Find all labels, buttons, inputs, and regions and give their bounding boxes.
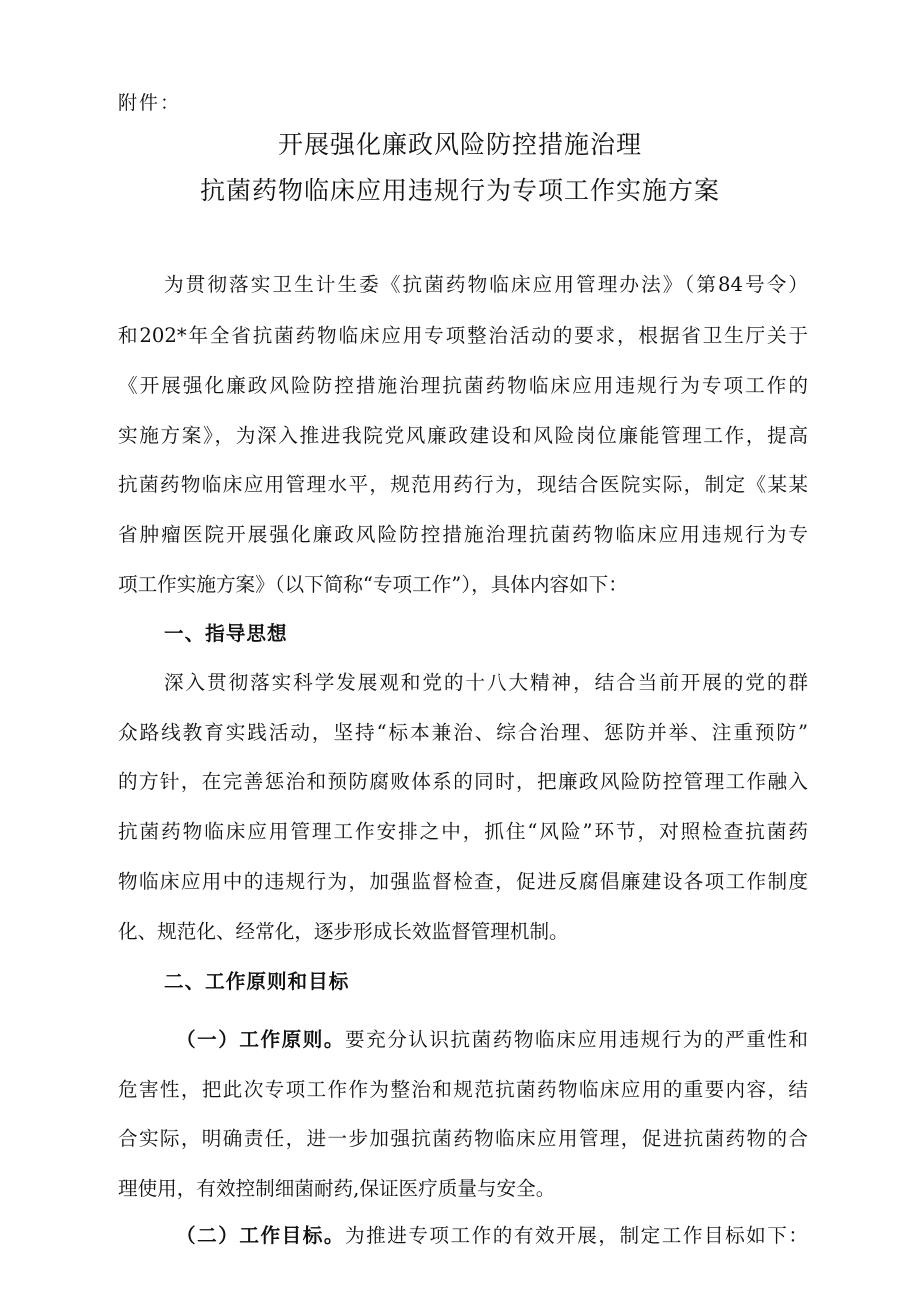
section1-line: 抗菌药物临床应用管理工作安排之中，抓住“风险”环节，对照检查抗菌药 <box>118 820 808 843</box>
principle-label: （一）工作原则。 <box>176 1028 345 1051</box>
goal-label: （二）工作目标。 <box>176 1224 345 1247</box>
principle-line: 合实际，明确责任，进一步加强抗菌药物临床应用管理，促进抗菌药物的合 <box>118 1127 808 1150</box>
section1-line: 化、规范化、经常化，逐步形成长效监督管理机制。 <box>118 920 569 943</box>
intro-line: 和202*年全省抗菌药物临床应用专项整治活动的要求，根据省卫生厅关于 <box>118 324 808 347</box>
section-heading-principles-goals: 二、工作原则和目标 <box>164 970 350 993</box>
section1-line: 众路线教育实践活动，坚持“标本兼治、综合治理、惩防并举、注重预防” <box>118 721 808 744</box>
section1-line: 物临床应用中的违规行为，加强监督检查，促进反腐倡廉建设各项工作制度 <box>118 870 808 893</box>
section-heading-guiding-ideology: 一、指导思想 <box>164 622 288 645</box>
principle-first-text: 要充分认识抗菌药物临床应用违规行为的严重性和 <box>344 1028 808 1051</box>
intro-line: 项工作实施方案》（以下简称“专项工作”），具体内容如下： <box>118 573 628 596</box>
principle-line: 理使用，有效控制细菌耐药,保证医疗质量与安全。 <box>118 1177 556 1200</box>
document-title-line-2: 抗菌药物临床应用违规行为专项工作实施方案 <box>199 176 720 205</box>
document-title-line-1: 开展强化廉政风险防控措施治理 <box>277 130 642 159</box>
intro-line: 省肿瘤医院开展强化廉政风险防控措施治理抗菌药物临床应用违规行为专 <box>118 523 808 546</box>
intro-line: 《开展强化廉政风险防控措施治理抗菌药物临床应用违规行为专项工作的 <box>118 374 808 397</box>
intro-line: 实施方案》，为深入推进我院党风廉政建设和风险岗位廉能管理工作，提高 <box>118 424 808 447</box>
principle-line: 危害性，把此次专项工作作为整治和规范抗菌药物临床应用的重要内容，结 <box>118 1078 808 1101</box>
goal-line <box>176 1222 808 1250</box>
intro-line: 为贯彻落实卫生计生委《抗菌药物临床应用管理办法》（第84号令） <box>164 273 808 296</box>
attachment-label: 附件： <box>118 92 182 114</box>
principle-first-line <box>176 1026 808 1054</box>
intro-line: 抗菌药物临床应用管理水平，规范用药行为，现结合医院实际，制定《某某 <box>118 473 808 496</box>
goal-text: 为推进专项工作的有效开展，制定工作目标如下： <box>344 1224 808 1247</box>
section1-line: 的方针，在完善惩治和预防腐败体系的同时，把廉政风险防控管理工作融入 <box>118 770 808 793</box>
section1-line: 深入贯彻落实科学发展观和党的十八大精神，结合当前开展的党的群 <box>164 671 808 694</box>
